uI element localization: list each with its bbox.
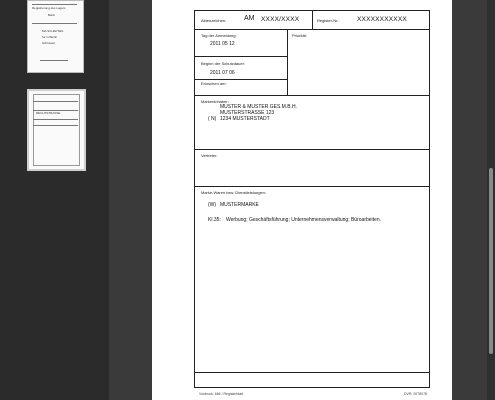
thumbnail-sidebar: [0, 0, 109, 400]
form-rule: [287, 29, 288, 95]
register-label: Register-Nr.:: [317, 18, 340, 23]
waren-label: Marke-Waren bzw. Dienstleistungen:: [201, 190, 266, 195]
thumb-text: fur in Berlin: [42, 35, 58, 39]
form-rule: [195, 29, 429, 30]
footer-right: DVR: 0078078: [404, 392, 427, 396]
register-value: XXXXXXXXXXX: [357, 16, 407, 23]
vertreter-label: Vertreter:: [201, 153, 218, 158]
inhaber-label: Markeninhaber:: [201, 99, 229, 104]
inhaber-line2: MUSTERSTRASSE 123: [220, 110, 275, 116]
aktenzeichen-label: Aktenzeichen:: [201, 18, 227, 23]
scrollbar-thumb[interactable]: [489, 168, 493, 354]
thumb-rule: [32, 4, 77, 5]
form-rule: [195, 56, 287, 57]
klasse-text: Werbung; Geschäftsführung; Unternehmensverwaltung; Büroarbeiten.: [226, 217, 381, 223]
aktenzeichen-prefix: AM: [244, 15, 255, 22]
form-rule: [195, 372, 429, 373]
thumb-rule: [33, 101, 78, 102]
klasse-number: Kl.35:: [208, 217, 221, 223]
thumb-signature: [40, 55, 68, 61]
thumb-text: Bank: [48, 13, 55, 17]
inhaber-line1: MUSTER & MUSTER GES.M.B.H.: [220, 104, 297, 110]
inhaber-line3: 1234 MUSTERSTADT: [220, 116, 270, 122]
erloschen-label: Erloschen am:: [201, 81, 227, 86]
thumb-text: Schlussel: [42, 41, 55, 45]
thumb-rule: [33, 125, 78, 126]
form-rule: [312, 11, 313, 29]
thumb-text: Registrierung des Lagers: [32, 6, 66, 10]
thumb-rule: [32, 23, 77, 24]
register-form: [194, 10, 430, 388]
footer-left: Vordruck: 666 / Registerblatt: [199, 392, 244, 396]
marke-type: (W): [208, 202, 217, 208]
inhaber-country: ( N): [208, 116, 217, 122]
page-thumbnail-1[interactable]: [27, 0, 84, 73]
anmeldung-label: Tag der Anmeldung:: [201, 33, 237, 38]
page-thumbnail-2[interactable]: [27, 89, 86, 171]
thumb-text: RECHTSTRASSE: [36, 111, 61, 115]
form-rule: [195, 79, 287, 80]
thumb-form-border: [33, 94, 80, 166]
schutzdauer-label: Beginn der Schutzdauer:: [201, 61, 246, 66]
thumb-rule: [33, 119, 78, 120]
thumb-text: MA SCHAFTEN: [42, 29, 64, 33]
schutzdauer-value: 2011 07 06: [210, 70, 235, 76]
form-rule: [195, 149, 429, 150]
prioritaet-label: Priorität:: [292, 33, 307, 38]
form-rule: [195, 95, 429, 96]
marke-name: MUSTERMARKE: [220, 202, 259, 208]
form-rule: [195, 186, 429, 187]
aktenzeichen-value: XXXX/XXXX: [261, 16, 300, 23]
anmeldung-value: 2011 05 12: [210, 41, 235, 47]
